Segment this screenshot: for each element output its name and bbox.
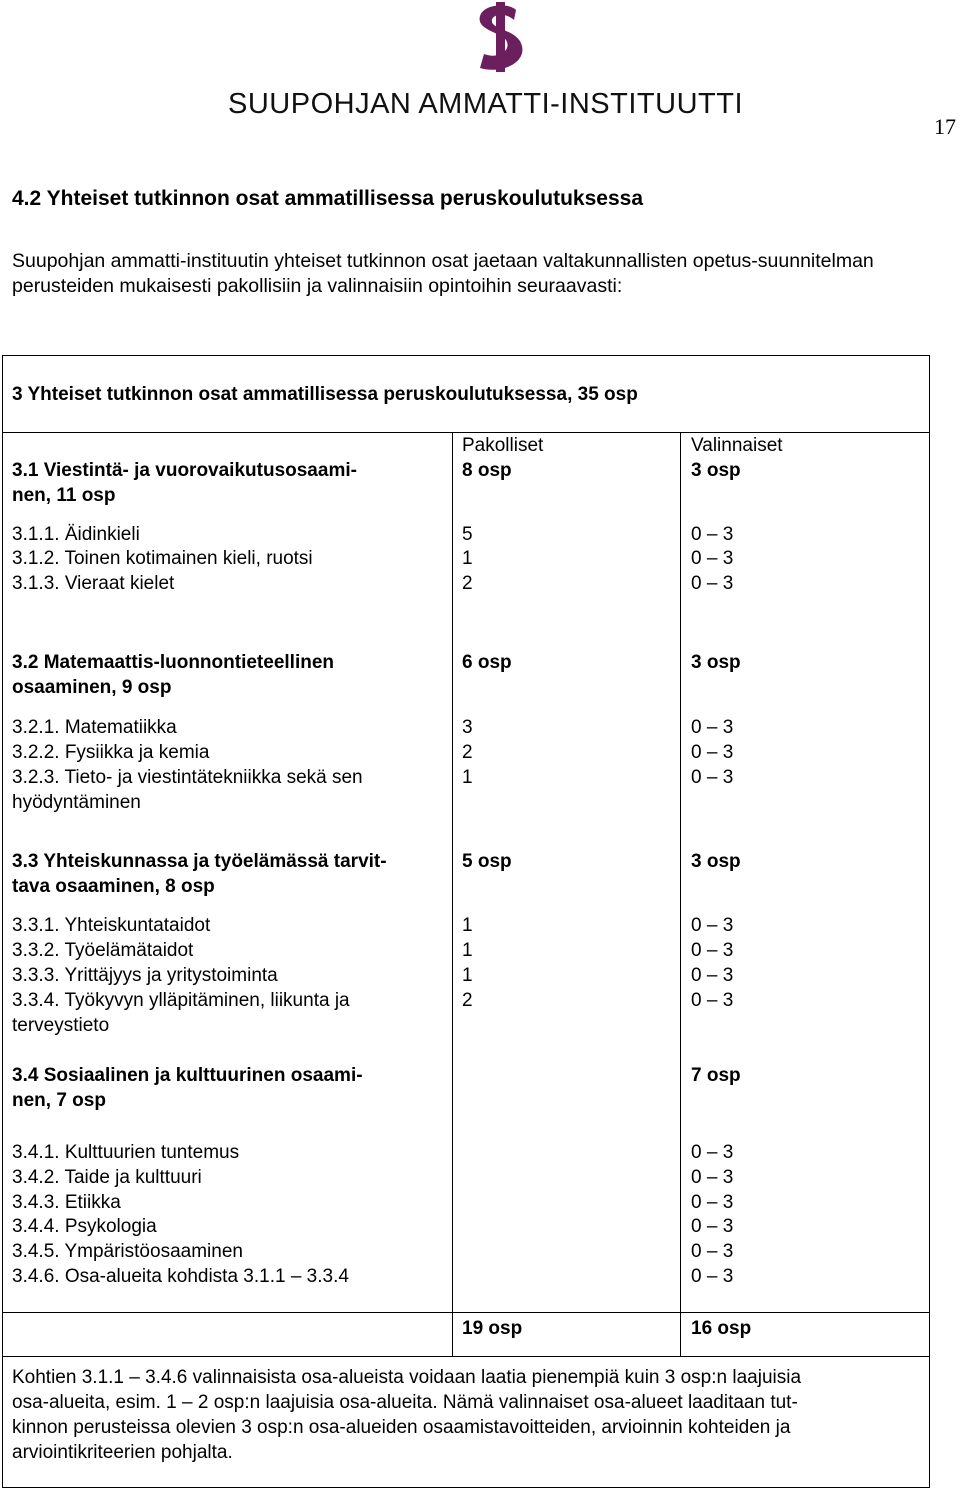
column-header-optional: Valinnaiset: [691, 435, 783, 456]
intro-paragraph: Suupohjan ammatti-instituutin yhteiset tutkinnon osat jaetaan valtakunnallisten opetus-suunnitelman perusteiden mukaisesti pakollisiin ja valinnaisiin opintoihin seuraavasti:: [12, 250, 874, 297]
page-number: 17: [934, 114, 956, 139]
item-label: hyödyntäminen: [12, 792, 141, 813]
item-label: 3.4.3. Etiikka: [12, 1192, 121, 1213]
item-label: 3.3.3. Yrittäjyys ja yritystoiminta: [12, 965, 278, 986]
item-label: 3.4.2. Taide ja kulttuuri: [12, 1167, 202, 1188]
item-optional: 0 – 3: [691, 524, 734, 545]
item-mandatory: 1: [462, 767, 473, 788]
item-label: 3.1.3. Vieraat kielet: [12, 573, 175, 594]
item-optional: 0 – 3: [691, 742, 734, 763]
item-mandatory: 2: [462, 573, 473, 594]
institute-logo-icon: [470, 2, 530, 72]
item-mandatory: 1: [462, 548, 473, 569]
item-label: 3.2.1. Matematiikka: [12, 717, 177, 738]
item-mandatory: 2: [462, 990, 473, 1011]
item-optional: 0 – 3: [691, 548, 734, 569]
item-optional: 0 – 3: [691, 1216, 734, 1237]
section-mandatory-total: 6 osp: [462, 652, 512, 673]
item-optional: 0 – 3: [691, 1266, 734, 1287]
section-title: tava osaaminen, 8 osp: [12, 876, 215, 897]
item-optional: 0 – 3: [691, 965, 734, 986]
section-optional-total: 3 osp: [691, 460, 741, 481]
section-title: 3.1 Viestintä- ja vuorovaikutusosaami-: [12, 460, 357, 481]
item-optional: 0 – 3: [691, 1167, 734, 1188]
table-divider: [2, 1356, 930, 1357]
section-title: nen, 7 osp: [12, 1090, 106, 1111]
item-optional: 0 – 3: [691, 1192, 734, 1213]
item-mandatory: 5: [462, 524, 473, 545]
section-optional-total: 7 osp: [691, 1065, 741, 1086]
section-mandatory-total: 8 osp: [462, 460, 512, 481]
logo-text: SUUPOHJAN AMMATTI-INSTITUUTTI: [228, 88, 744, 120]
item-label: 3.4.4. Psykologia: [12, 1216, 157, 1237]
item-optional: 0 – 3: [691, 573, 734, 594]
item-mandatory: 1: [462, 940, 473, 961]
total-mandatory: 19 osp: [462, 1318, 523, 1339]
total-optional: 16 osp: [691, 1318, 752, 1339]
item-label: 3.1.2. Toinen kotimainen kieli, ruotsi: [12, 548, 313, 569]
item-optional: 0 – 3: [691, 940, 734, 961]
table-title: 3 Yhteiset tutkinnon osat ammatillisessa peruskoulutuksessa, 35 osp: [12, 384, 638, 405]
footnote-line: arviointikriteerien pohjalta.: [12, 1442, 233, 1463]
column-header-mandatory: Pakolliset: [462, 435, 544, 456]
footnote-line: osa-alueita, esim. 1 – 2 osp:n laajuisia osa-alueita. Nämä valinnaiset osa-alueet laaditaan tut-: [12, 1392, 798, 1413]
table-divider: [452, 432, 453, 1356]
item-label: 3.3.1. Yhteiskuntataidot: [12, 915, 211, 936]
footnote-line: kinnon perusteissa olevien 3 osp:n osa-alueiden osaamistavoitteiden, arvioinnin kohteiden ja: [12, 1417, 791, 1438]
item-label: 3.2.2. Fysiikka ja kemia: [12, 742, 210, 763]
item-label: 3.2.3. Tieto- ja viestintätekniikka sekä sen: [12, 767, 363, 788]
item-label: terveystieto: [12, 1015, 110, 1036]
item-label: 3.4.6. Osa-alueita kohdista 3.1.1 – 3.3.4: [12, 1266, 349, 1287]
item-optional: 0 – 3: [691, 1142, 734, 1163]
item-optional: 0 – 3: [691, 990, 734, 1011]
item-optional: 0 – 3: [691, 1241, 734, 1262]
item-mandatory: 1: [462, 915, 473, 936]
item-label: 3.3.2. Työelämätaidot: [12, 940, 194, 961]
table-divider: [680, 432, 681, 1356]
item-optional: 0 – 3: [691, 767, 734, 788]
section-title: 3.2 Matemaattis-luonnontieteellinen: [12, 652, 334, 673]
item-label: 3.4.5. Ympäristöosaaminen: [12, 1241, 243, 1262]
table-divider: [2, 432, 930, 433]
section-optional-total: 3 osp: [691, 652, 741, 673]
section-title: osaaminen, 9 osp: [12, 677, 172, 698]
item-optional: 0 – 3: [691, 915, 734, 936]
item-mandatory: 3: [462, 717, 473, 738]
section-mandatory-total: 5 osp: [462, 851, 512, 872]
table-divider: [2, 1312, 930, 1313]
section-title: nen, 11 osp: [12, 485, 116, 506]
section-title: 3.4 Sosiaalinen ja kulttuurinen osaami-: [12, 1065, 363, 1086]
footnote-line: Kohtien 3.1.1 – 3.4.6 valinnaisista osa-alueista voidaan laatia pienempiä kuin 3 osp:n laajuisia: [12, 1367, 802, 1388]
item-mandatory: 2: [462, 742, 473, 763]
section-optional-total: 3 osp: [691, 851, 741, 872]
section-heading: 4.2 Yhteiset tutkinnon osat ammatillisessa peruskoulutuksessa: [12, 187, 644, 210]
section-title: 3.3 Yhteiskunnassa ja työelämässä tarvit-: [12, 851, 387, 872]
item-label: 3.1.1. Äidinkieli: [12, 524, 140, 545]
item-label: 3.4.1. Kulttuurien tuntemus: [12, 1142, 240, 1163]
item-mandatory: 1: [462, 965, 473, 986]
item-label: 3.3.4. Työkyvyn ylläpitäminen, liikunta ja: [12, 990, 350, 1011]
item-optional: 0 – 3: [691, 717, 734, 738]
